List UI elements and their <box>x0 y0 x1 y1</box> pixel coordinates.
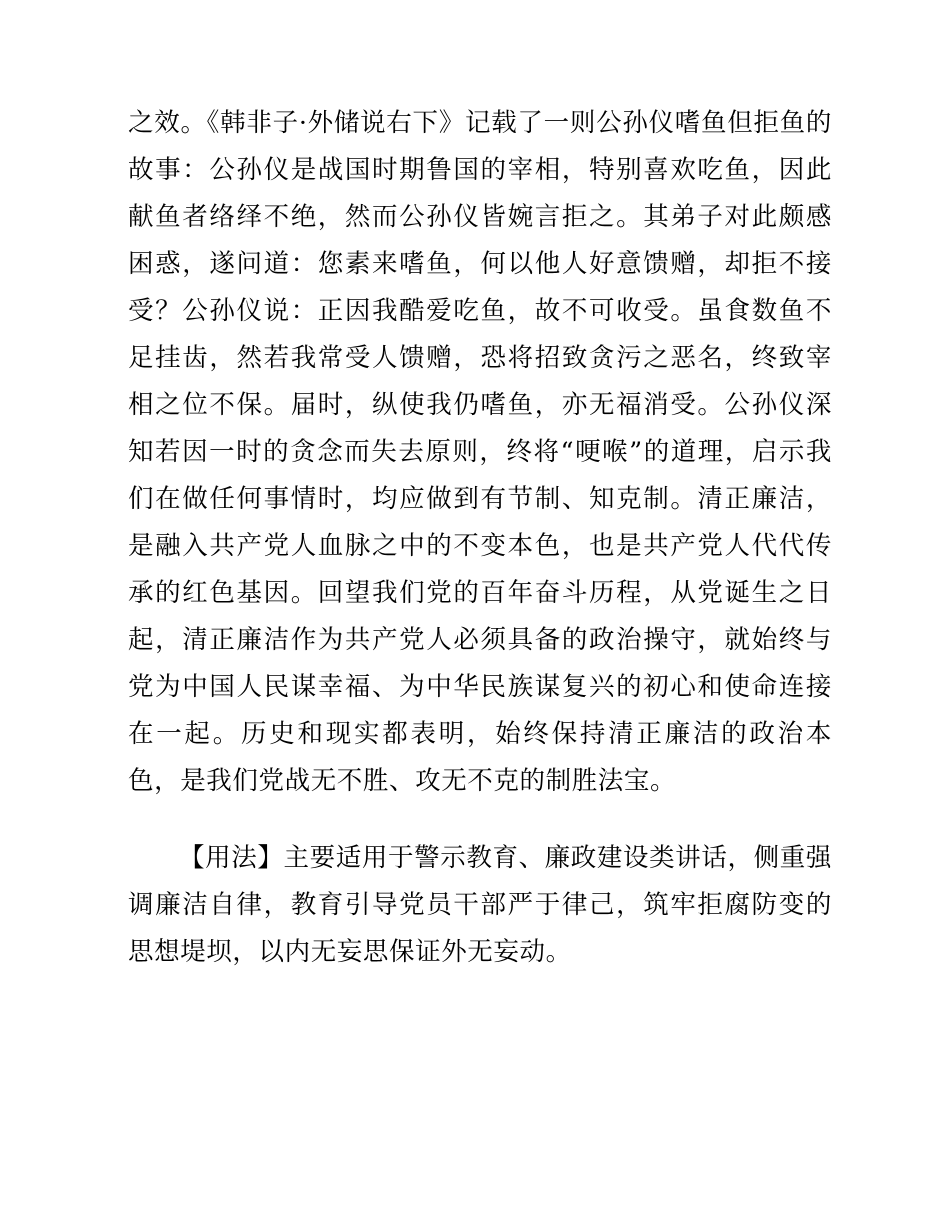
document-body <box>128 100 832 976</box>
paragraph-usage: 【用法】主要适用于警示教育、廉政建设类讲话，侧重强调廉洁自律，教育引导党员干部严于律己，筑牢拒腐防变的思想堤坝，以内无妄思保证外无妄动。 <box>128 843 832 967</box>
paragraph-main: 之效。《韩非子·外储说右下》记载了一则公孙仪嗜鱼但拒鱼的故事：公孙仪是战国时期鲁国的宰相，特别喜欢吃鱼，因此献鱼者络绎不绝，然而公孙仪皆婉言拒之。其弟子对此颇感困惑，遂问道：您素来嗜鱼，何以他人好意馈赠，却拒不接受？公孙仪说：正因我酷爱吃鱼，故不可收受。虽食数鱼不足挂齿，然若我常受人馈赠，恐将招致贪污之恶名，终致宰相之位不保。届时，纵使我仍嗜鱼，亦无福消受。公孙仪深知若因一时的贪念而失去原则，终将“哽喉”的道理，启示我们在做任何事情时，均应做到有节制、知克制。清正廉洁，是融入共产党人血脉之中的不变本色，也是共产党人代代传承的红色基因。回望我们党的百年奋斗历程，从党诞生之日起，清正廉洁作为共产党人必须具备的政治操守，就始终与党为中国人民谋幸福、为中华民族谋复兴的初心和使命连接在一起。历史和现实都表明，始终保持清正廉洁的政治本色，是我们党战无不胜、攻无不克的制胜法宝。 <box>128 108 832 796</box>
